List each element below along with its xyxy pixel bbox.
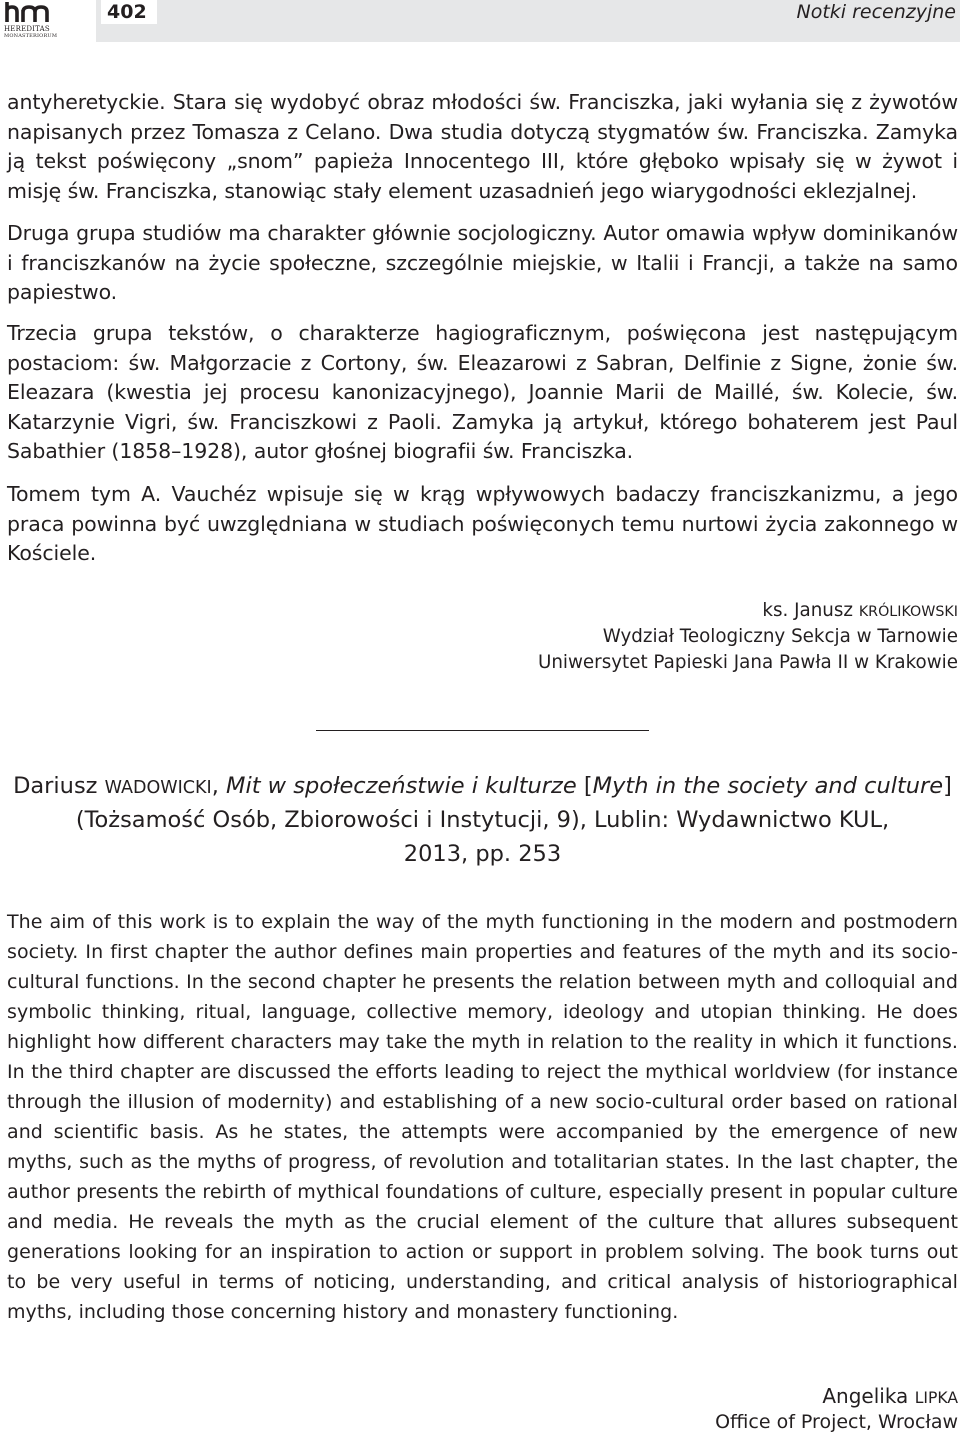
logo-mark-icon (4, 2, 64, 24)
logo-text-monasteriorum: MONASTERIORUM (4, 33, 58, 39)
book-citation-line-1 (7, 770, 958, 806)
reviewer-name (7, 599, 958, 624)
header-bar (96, 0, 960, 42)
book-citation-line-2: (Tożsamość Osób, Zbiorowości i Instytucji, 9), Lublin: Wydawnictwo KUL, (75, 807, 890, 833)
logo-text-hereditas: HEREDITAS (4, 25, 50, 33)
english-reviewer-first: Angelika (822, 1384, 915, 1408)
reviewer-surname: KRÓLIKOWSKI (858, 604, 958, 620)
reviewer-affiliation-1: Wydział Teologiczny Sekcja w Tarnowie (602, 626, 958, 647)
english-reviewer-name (7, 1384, 958, 1410)
journal-logo (4, 2, 66, 40)
book-bracket-open: [ (576, 773, 593, 799)
review-paragraph-4: Tomem tym A. Vauchéz wpisuje się w krąg wpływowych badaczy franciszkanizmu, a jego praca powinna być uwzględniana w studiach poświęconych temu nurtowi życia zakonnego w Kościele. (7, 482, 958, 566)
review-paragraph-1: antyheretyckie. Stara się wydobyć obraz młodości św. Franciszka, jaki wyłania się z żywotów napisanych przez Tomasza z Celano. Dwa studia dotyczą stygmatów św. Franciszka. Zamyka ją tekst poświęcony „snom” papieża Innocentego III, które głęboko wpisały się w żywot i misję św. Franciszka, stanowiąc stały element uzasadnień jego wiarygodności eklezjalnej. (7, 90, 958, 203)
book-citation-line-3: 2013, pp. 253 (403, 841, 562, 867)
reviewer-prefix: ks. Janusz (762, 600, 859, 621)
english-review-body: The aim of this work is to explain the way of the myth functioning in the modern and postmodern society. In first chapter the author defines main properties and features of the myth and its socio-cultural functions. In the second chapter he presents the relation between myth and colloquial and symbolic thinking, ritual, language, collective memory, ideology and utopian thinking. He does highlight how different characters may take the myth in relation to the reality in which it functions. In the third chapter are discussed the efforts leading to reject the mythical worldview (for instance through the illusion of modernity) and establishing of a new socio-cultural order based on rational and scientific basis. As he states, the attempts were accompanied by the emergence of new myths, such as the myths of progress, of revolution and totalitarian states. In the last chapter, the author presents the rebirth of mythical foundations of culture, especially present in popular culture and media. He reveals the myth as the crucial element of the culture that allures subsequent generations looking for an inspiration to action or support in problem solving. The book turns out to be very useful in terms of noticing, understanding, and critical analysis of historiographical myths, including those concerning history and monastery functioning. (7, 911, 958, 1323)
review-paragraph-2: Druga grupa studiów ma charakter głównie socjologiczny. Autor omawia wpływ dominikanów i franciszkanów na życie społeczne, szczególnie miejskie, w Italii i Francji, a także na samo papiestwo. (7, 221, 958, 305)
page-number: 402 (101, 0, 157, 24)
review-paragraph-3: Trzecia grupa tekstów, o charakterze hagiograficznym, poświęcona jest następującym postaciom: św. Małgorzacie z Cortony, św. Eleazarowi z Sabran, Delfinie z Signe, żonie św. Eleazara (kwestia jej procesu kanonizacyjnego), Joannie Marii de Maillé, św. Kolecie, św. Katarzynie Vigri, św. Franciszkowi z Paoli. Zamyka ją artykuł, którego bohaterem jest Paul Sabathier (1858–1928), autor głośnej biografii św. Franciszka. (7, 321, 958, 464)
book-author-first: Dariusz (13, 773, 105, 799)
book-bracket-close: ] (943, 773, 952, 799)
reviewer-affiliation-2: Uniwersytet Papieski Jana Pawła II w Krakowie (537, 652, 958, 673)
english-reviewer-affiliation: Office of Project, Wrocław (715, 1411, 958, 1433)
book-title-english: Myth in the society and culture (592, 773, 944, 799)
book-comma: , (211, 773, 227, 799)
book-author-surname: WADOWICKI (104, 778, 212, 798)
running-title: Notki recenzyjne (796, 1, 956, 23)
book-title: Mit w społeczeństwie i kulturze (226, 773, 577, 799)
page-header (0, 0, 960, 42)
section-divider (316, 730, 649, 731)
english-reviewer-surname: LIPKA (914, 1389, 958, 1407)
